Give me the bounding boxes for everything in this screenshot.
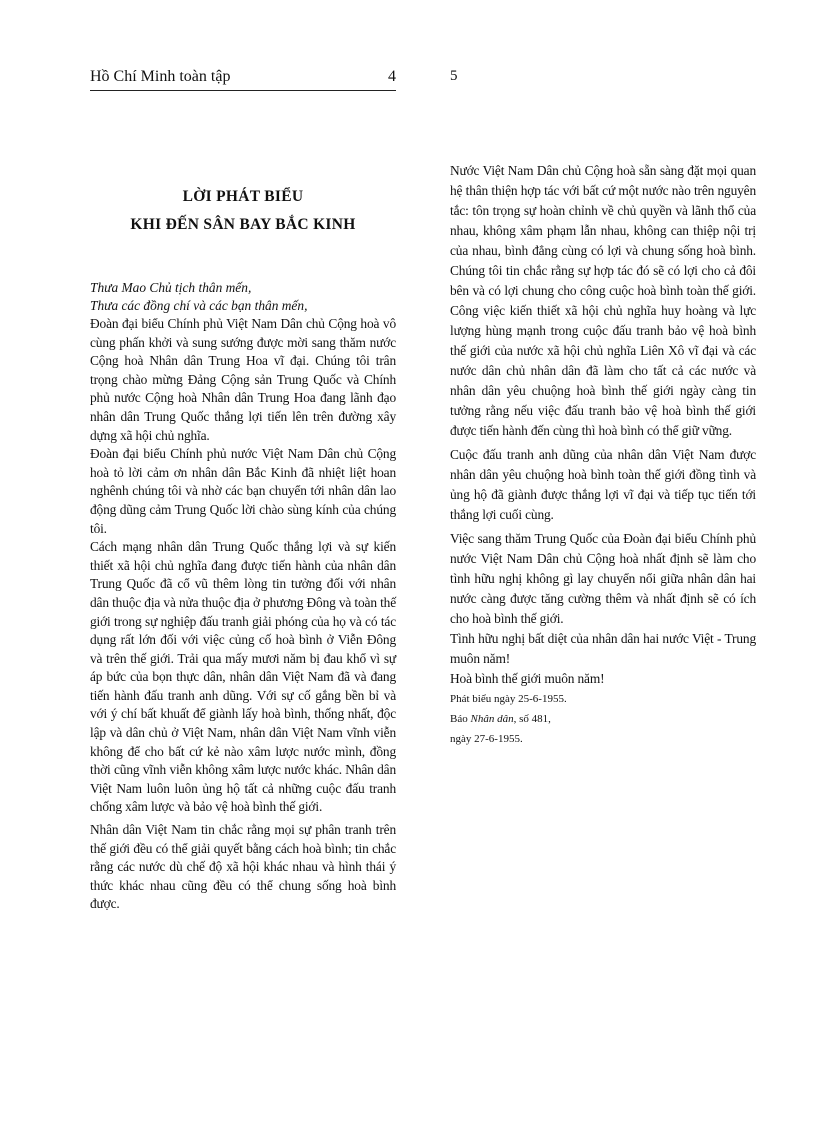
- right-page-number: 5: [450, 68, 458, 84]
- left-page-number: 4: [388, 68, 396, 85]
- salutation-line-1: Thưa Mao Chủ tịch thân mến,: [90, 280, 252, 295]
- source-suffix: , số 481,: [513, 713, 551, 725]
- paragraph-4: Nhân dân Việt Nam tin chắc rằng mọi sự phân tranh trên thế giới đều có thể giải quyết bằng cách hoà bình; tin chắc rằng các nước dù chế độ xã hội khác nhau và hình thái ý thức khác nhau cũng đều có thể chung sống hoà bình được.: [90, 822, 396, 912]
- paragraph-9: Hoà bình thế giới muôn năm!: [450, 671, 605, 686]
- salutation: [90, 279, 396, 315]
- paragraph-5: Nước Việt Nam Dân chủ Cộng hoà sẵn sàng đặt mọi quan hệ thân thiện hợp tác với bất cứ một nước nào trên nguyên tắc: tôn trọng sự hoàn chỉnh về chủ quyền và lãnh thổ của nhau, không xâm phạm lẫn nhau, không can thiệp nội trị của nhau, bình đẳng cùng có lợi và chung sống hoà bình. Chúng tôi tin chắc rằng sự hợp tác đó sẽ có lợi cho cả đôi bên và có lợi chung cho công cuộc hoà bình toàn thế giới. Công việc kiến thiết xã hội chủ nghĩa huy hoàng và lực lượng hùng mạnh trong cuộc đấu tranh bảo vệ hoà bình thế giới của nước xã hội chủ nghĩa Liên Xô vĩ đại và các nước dân chủ nhân dân đã làm cho tất cả các nước và nhân dân yêu chuộng hoà bình thế giới ngày càng tin tưởng rằng nếu việc đấu tranh bảo vệ hoà bình thế giới được tiến hành đến cùng thì hoà bình có thể giữ vững.: [450, 163, 756, 438]
- paragraph-6: Cuộc đấu tranh anh dũng của nhân dân Việt Nam được nhân dân yêu chuộng hoà bình toàn thế giới đồng tình và ủng hộ đã giành được thắng lợi vĩ đại và tiếp tục tiến tới thắng lợi cuối cùng.: [450, 447, 756, 522]
- paragraph-8: Tình hữu nghị bất diệt của nhân dân hai nước Việt - Trung muôn năm!: [450, 631, 756, 666]
- left-page: [90, 68, 396, 914]
- paragraph-2: Đoàn đại biểu Chính phủ nước Việt Nam Dân chủ Cộng hoà tỏ lời cảm ơn nhân dân Bắc Kinh đã nhiệt liệt hoan nghênh chúng tôi và nhờ các bạn chuyển tới nhân dân lao động dũng cảm Trung Quốc lời chào sùng kính của chúng tôi.: [90, 446, 396, 536]
- source-line-1: Phát biểu ngày 25-6-1955.: [450, 693, 567, 705]
- paragraph-3: Cách mạng nhân dân Trung Quốc thắng lợi và sự kiến thiết xã hội chủ nghĩa đang được tiến hành của nhân dân Trung Quốc đã cổ vũ thêm lòng tin tưởng đối với nhân dân thuộc địa và nửa thuộc địa ở phương Đông và toàn thế giới trong sự nghiệp đấu tranh giải phóng của họ và có tác dụng rất lớn đối với việc củng cố hoà bình ở Viễn Đông và trên thế giới. Trải qua mấy mươi năm bị đau khổ vì sự áp bức của bọn thực dân, nhân dân Việt Nam đã và đang tiến hành đấu tranh anh dũng. Với sự cố gắng bền bỉ và với ý chí bất khuất để giành lấy hoà bình, thống nhất, độc lập và dân chủ ở Việt Nam, nhân dân Việt Nam vĩnh viễn không để cho bất cứ kẻ nào xâm lược nước mình, đồng thời cũng vĩnh viễn không xâm lược nước khác. Nhân dân Việt Nam luôn luôn ủng hộ tất cả những cuộc đấu tranh chống xâm lược và bảo vệ hoà bình thế giới.: [90, 539, 396, 815]
- speech-title-line-2: KHI ĐẾN SÂN BAY BẮC KINH: [130, 216, 356, 233]
- source-note: [450, 689, 756, 749]
- book-title: Hồ Chí Minh toàn tập: [90, 68, 231, 85]
- right-column: [450, 161, 756, 749]
- newspaper-name: Nhân dân: [470, 713, 514, 725]
- left-running-head: [90, 68, 396, 91]
- speech-title: [90, 183, 396, 239]
- salutation-line-2: Thưa các đồng chí và các bạn thân mến,: [90, 298, 308, 313]
- source-prefix: Báo: [450, 713, 471, 725]
- paragraph-1: Đoàn đại biểu Chính phủ Việt Nam Dân chủ Cộng hoà vô cùng phấn khởi và sung sướng được mời sang thăm nước Cộng hoà Nhân dân Trung Hoa vĩ đại. Chúng tôi trân trọng chào mừng Đảng Cộng sản Trung Quốc và Chính phủ nước Cộng hoà Nhân dân Trung Hoa đang lãnh đạo nhân dân Trung Quốc thắng lợi tiến lên trên đường xây dựng xã hội chủ nghĩa.: [90, 316, 396, 443]
- speech-title-line-1: LỜI PHÁT BIỂU: [182, 188, 304, 205]
- source-line-2: [450, 709, 756, 729]
- paragraph-7: Việc sang thăm Trung Quốc của Đoàn đại biểu Chính phủ nước Việt Nam Dân chủ Cộng hoà nhất định sẽ làm cho tình hữu nghị không gì lay chuyển nổi giữa nhân dân hai nước càng được tăng cường thêm và nhất định sẽ có ích cho hoà bình thế giới.: [450, 531, 756, 626]
- source-line-3: ngày 27-6-1955.: [450, 733, 523, 745]
